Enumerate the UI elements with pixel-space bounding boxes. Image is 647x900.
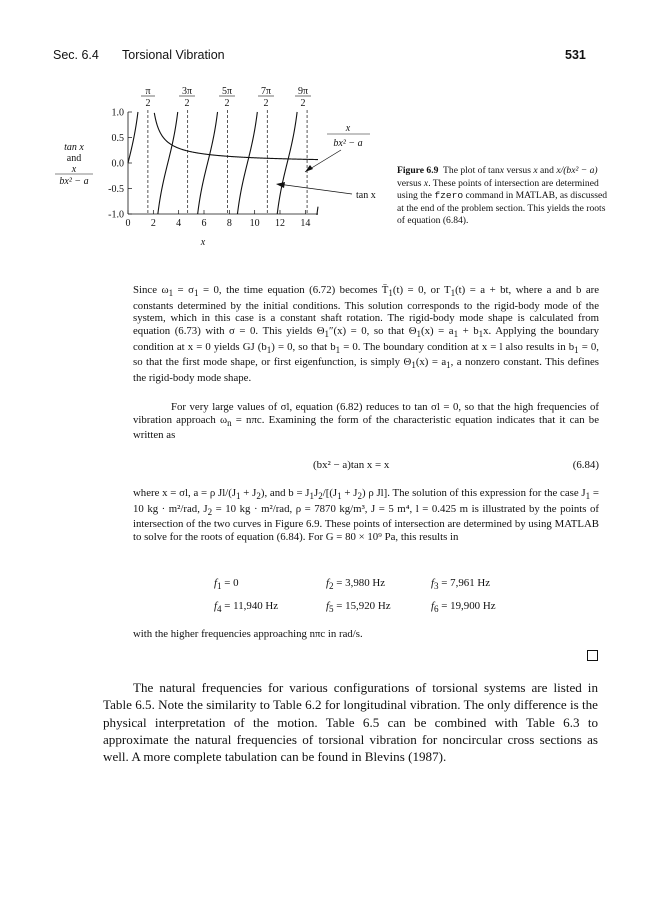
y-tick-label: 1.0	[111, 107, 124, 119]
code-fzero: fzero	[434, 190, 464, 202]
page-number: 531	[565, 48, 586, 62]
pi-tick-den: 2	[300, 98, 306, 109]
x-tick-label: 8	[226, 218, 232, 229]
closing-sentence: with the higher frequencies approaching nπc in rad/s.	[133, 628, 363, 640]
y-tick-labels	[108, 108, 132, 221]
y-axis-label	[55, 142, 93, 187]
caption-label: Figure 6.9	[397, 165, 439, 176]
curves	[128, 112, 318, 215]
curve-annotation	[305, 123, 370, 172]
y-tick-label: 0.0	[111, 158, 124, 170]
pi-tick-num: π	[145, 86, 151, 97]
svg-text:bx² − a: bx² − a	[333, 138, 363, 149]
end-of-example-box	[587, 650, 598, 661]
y-tick-label: -0.5	[108, 184, 124, 195]
tan-annotation	[276, 182, 376, 201]
pi-tick-den: 2	[263, 98, 269, 109]
frequency-f6: $f_6 = 19,900$ Hz	[431, 600, 496, 615]
frequency-f5: $f_5 = 15,920$ Hz	[326, 600, 391, 615]
pi-tick-num: 7π	[260, 86, 272, 97]
frequency-f4: $f_4 = 11,940$ Hz	[214, 600, 279, 615]
pi-tick-num: 5π	[221, 86, 233, 97]
x-tick-label: 6	[201, 218, 207, 229]
paragraph-rigid-body: Since $\omega_1 = \sigma_1 = 0$, the time equation (6.72) becomes $T̈_1(t) = 0$, or $T_1(t) = a$ + bt, where a and b are constants determined by the initial conditions. This solution corresponds to the rigid-body mode of the system, which in this case is a constant shaft rotation. The rigid-body mode shape is calculated from equation (6.73) with σ = 0. This yields $\Theta_1''(x) = 0$, so that $\Theta_1(x) = a_1 + b_1x$. Applying the boundary condition at x = 0 yields GJ $(b_1) = 0$, so that $b_1 = 0$. The boundary condition at x = l also results in $b_1 = 0$, so that the first mode shape, or first eigenfunction, is simply $\Theta_1(x) = a_1$, a nonzero constant. This defines the rigid-body mode shape.	[133, 284, 600, 384]
x-tick-label: 10	[249, 218, 260, 229]
y-tick-label: -1.0	[108, 209, 124, 221]
tan-x-branch	[198, 112, 218, 214]
y-tick-label: 0.5	[111, 133, 124, 144]
pi-tick-den: 2	[184, 98, 190, 109]
section-label: Sec. 6.4	[53, 48, 99, 62]
asymptote-lines	[148, 110, 307, 214]
frequency-f1: $f_1 = 0$	[214, 577, 239, 592]
x-tick-label: 12	[275, 218, 285, 229]
equation-number: (6.84)	[572, 459, 599, 471]
x-axis-label: x	[200, 237, 206, 248]
running-title: Torsional Vibration	[122, 48, 225, 62]
paragraph-high-frequency: For very large values of σl, equation (6.82) reduces to tan σl = 0, so that the high frequencies of vibration approach $\omega_n = n\pi c$. Examining the form of the characteristic equation indicates that it can be written as	[133, 401, 599, 442]
x-tick-label: 14	[300, 218, 311, 229]
pi-tick-num: 3π	[181, 86, 193, 97]
figure-caption: Figure 6.9 The plot of tanx versus x and x/(bx² − a) versus x. These points of intersection are determined using the fzero command in MATLAB, as discussed at the end of the problem section. This yields the roots of equation (6.84).	[397, 165, 608, 227]
paragraph-solution: where x = σl, a = ρ $Jl/(J_1 + J_2)$, and $b = J_1J_2/[(J_1 + J_2)$ ρ Jl]. The solution of this expression for the case $J_1 = 10$ kg · m²/rad, $J_2 = 10$ kg · m²/rad, ρ = 7870 kg/m³, J = 5 m⁴, l = 0.425 m is illustrated by the points of intersection of the two curves in Figure 6.9. These points of intersection are determined by using MATLAB to solve for the roots of equation (6.84). For G = 80 × 10⁹ Pa, this results in	[133, 487, 599, 543]
frequency-f2: $f_2 = 3,980$ Hz	[326, 577, 386, 592]
frequency-f3: $f_3 = 7,961$ Hz	[431, 577, 491, 592]
x-tick-labels	[126, 210, 311, 229]
svg-text:x: x	[71, 164, 77, 175]
x-tick-label: 4	[176, 218, 182, 229]
svg-text:and: and	[66, 153, 82, 164]
tan-x-branch	[158, 112, 178, 214]
x-tick-label: 0	[125, 218, 131, 229]
paragraph-natural-frequencies: The natural frequencies for various configurations of torsional systems are listed in Table 6.5. Note the similarity to Table 6.2 for longitudinal vibration. The only difference is the physical interpretation of the motion. Table 6.5 can be combined with Table 6.3 to approximate the natural frequencies of torsional vibration for noncircular cross sections as well. A more complete tabulation can be found in Blevins (1987).	[103, 680, 598, 765]
pi-tick-den: 2	[224, 98, 230, 109]
x-tick-label: 2	[150, 218, 156, 229]
svg-text:tan x: tan x	[64, 142, 84, 153]
pi-tick-num: 9π	[297, 86, 309, 97]
svg-text:bx² − a: bx² − a	[59, 176, 89, 187]
equation-6-84	[133, 459, 599, 473]
equation-expression: (bx² − a)tan x = x	[313, 459, 390, 471]
svg-text:tan x: tan x	[356, 190, 376, 201]
pi-tick-labels	[141, 86, 311, 109]
svg-text:x: x	[345, 123, 351, 134]
tan-x-branch	[237, 112, 257, 214]
tan-x-branch	[277, 112, 297, 214]
pi-tick-den: 2	[145, 98, 151, 109]
